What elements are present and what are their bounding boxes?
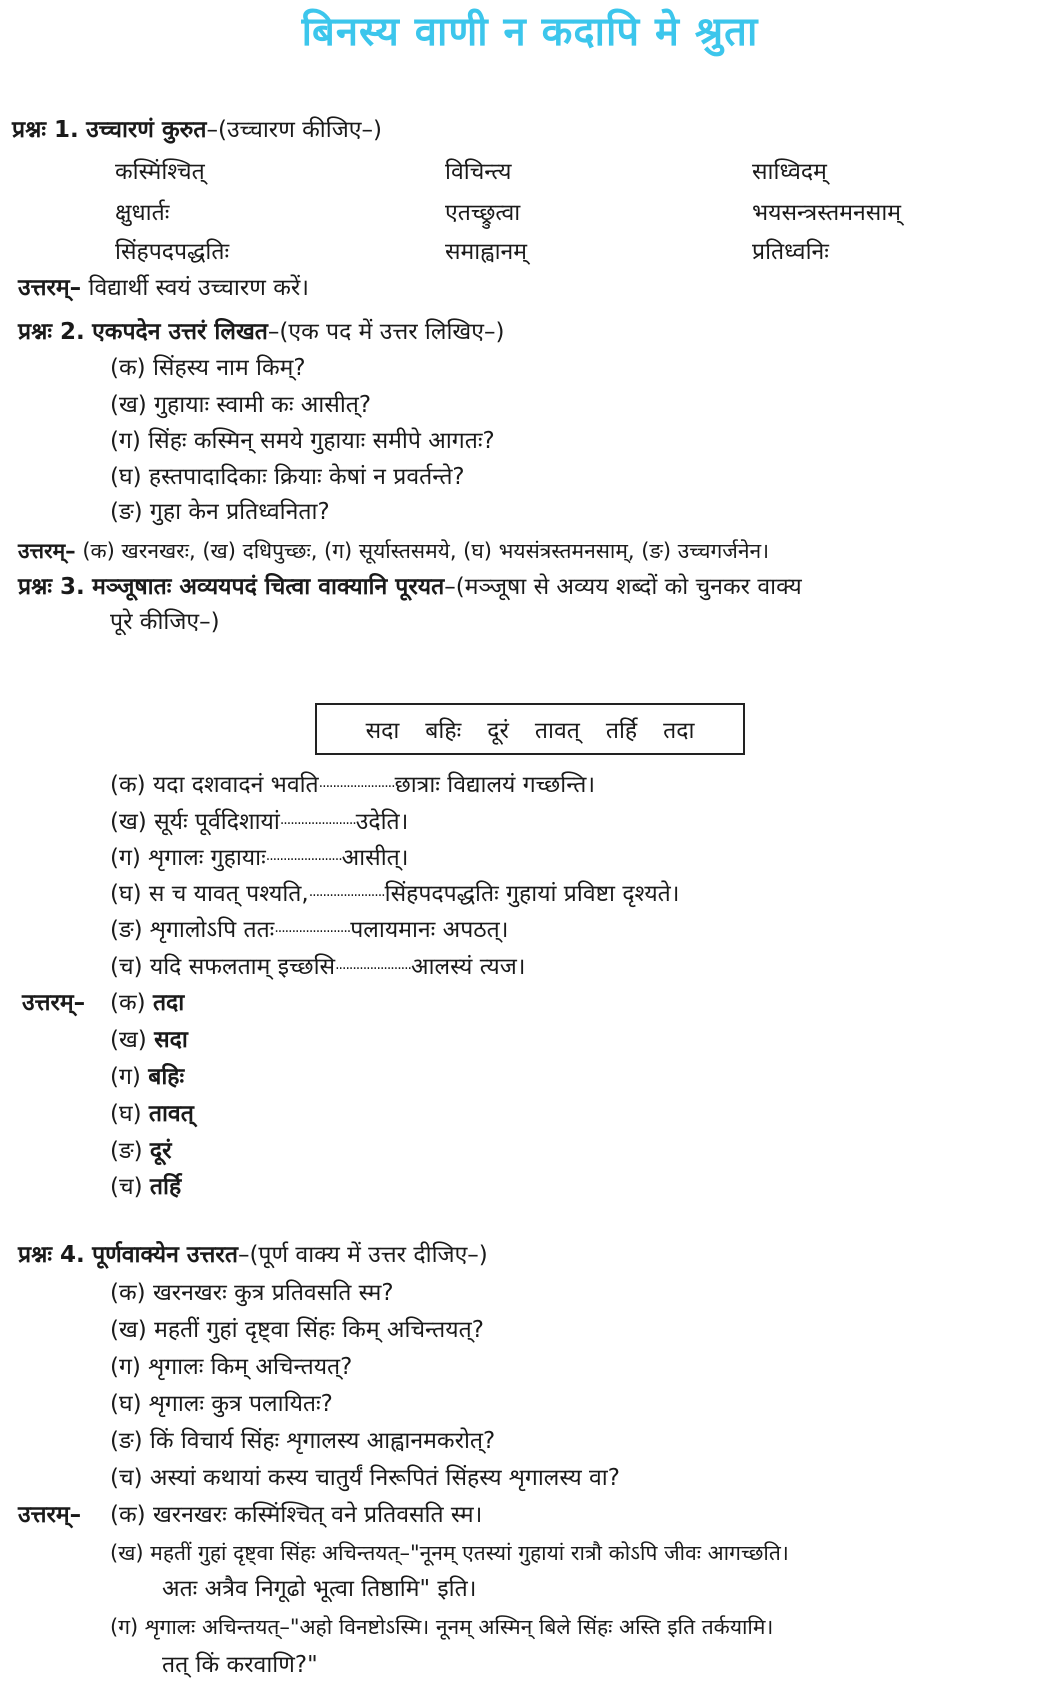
answer-item bbox=[110, 1136, 172, 1166]
answer-item bbox=[110, 1099, 194, 1129]
answer-2 bbox=[18, 536, 769, 566]
item-marker: (ख) bbox=[110, 1027, 147, 1053]
answer-1 bbox=[18, 273, 309, 303]
answer-label: उत्तरम्– bbox=[18, 539, 76, 563]
item-marker: (क) bbox=[110, 355, 146, 381]
question-hint: –(पूर्ण वाक्य में उत्तर दीजिए–) bbox=[237, 1242, 488, 1268]
question-2 bbox=[18, 317, 504, 347]
item-marker: (ग) bbox=[110, 845, 141, 871]
item-text: महतीं गुहां दृष्ट्वा सिंहः किम् अचिन्तयत्? bbox=[154, 1317, 484, 1343]
answer-continued: तत् किं करवाणि?" bbox=[162, 1652, 318, 1678]
fill-blank-item bbox=[110, 950, 526, 982]
answer-text: महतीं गुहां दृष्ट्वा सिंहः अचिन्तयत्–"नूनम् एतस्यां गुहायां रात्रौ कोऽपि जीवः आगच्छति। bbox=[150, 1541, 789, 1565]
item-text: सिंहः कस्मिन् समये गुहायाः समीपे आगतः? bbox=[148, 428, 495, 454]
answer-continued: अतः अत्रैव निगूढो भूत्वा तिष्ठामि" इति। bbox=[162, 1576, 477, 1602]
item-text: शृगालः किम् अचिन्तयत्? bbox=[148, 1354, 353, 1380]
fill-blank-item bbox=[110, 768, 595, 800]
item-text: स च यावत् पश्यति, bbox=[148, 881, 309, 907]
answer-item bbox=[110, 1500, 482, 1530]
box-word: तावत् bbox=[534, 718, 580, 744]
pronounce-word: एतच्छ्रुत्वा bbox=[445, 200, 521, 226]
item-marker: (ख) bbox=[110, 392, 147, 418]
answer-text: दूरं bbox=[149, 1138, 172, 1164]
item-marker: (घ) bbox=[110, 464, 142, 490]
question-heading: उच्चारणं कुरुत bbox=[86, 117, 207, 143]
question-item bbox=[110, 462, 465, 492]
answer-text: तावत् bbox=[148, 1101, 194, 1127]
pronounce-word: भयसन्त्रस्तमनसाम् bbox=[752, 200, 902, 226]
item-text: शृगालः कुत्र पलायितः? bbox=[148, 1391, 333, 1417]
word-box bbox=[315, 703, 745, 755]
item-marker: (क) bbox=[110, 1280, 146, 1306]
fill-blank-item bbox=[110, 805, 408, 837]
question-hint: –(एक पद में उत्तर लिखिए–) bbox=[267, 319, 505, 345]
item-text: अस्यां कथायां कस्य चातुर्यं निरूपितं सिंहस्य शृगालस्य वा? bbox=[149, 1465, 620, 1491]
answer-item bbox=[110, 1062, 184, 1092]
pronounce-word: कस्मिंश्चित् bbox=[115, 159, 205, 185]
item-text: आलस्यं त्यज। bbox=[411, 954, 526, 980]
item-marker: (ग) bbox=[110, 1354, 141, 1380]
item-text: उदेति। bbox=[355, 809, 409, 835]
item-marker: (ख) bbox=[110, 1317, 147, 1343]
fill-blank-item bbox=[110, 877, 679, 909]
question-heading: मञ्जूषातः अव्ययपदं चित्वा वाक्यानि पूरयत bbox=[92, 574, 445, 600]
pronounce-word: क्षुधार्तः bbox=[115, 200, 170, 226]
question-item bbox=[110, 1463, 620, 1493]
question-item bbox=[110, 1278, 394, 1308]
question-3 bbox=[18, 572, 802, 602]
answer-item bbox=[110, 1538, 789, 1568]
item-marker: (क) bbox=[110, 1502, 146, 1528]
answer-text: खरनखरः कस्मिंश्चित् वने प्रतिवसति स्म। bbox=[152, 1502, 483, 1528]
pronounce-word: प्रतिध्वनिः bbox=[752, 239, 829, 265]
item-text: सिंहस्य नाम किम्? bbox=[152, 355, 306, 381]
question-item bbox=[110, 1389, 333, 1419]
answer-item bbox=[110, 1172, 181, 1202]
blank: ...................... bbox=[335, 957, 411, 973]
item-marker: (घ) bbox=[110, 1391, 142, 1417]
item-text: आसीत्। bbox=[341, 845, 409, 871]
question-heading: एकपदेन उत्तरं लिखत bbox=[92, 319, 268, 345]
question-item bbox=[110, 1315, 484, 1345]
item-marker: (घ) bbox=[110, 881, 142, 907]
answer-label: उत्तरम्– bbox=[18, 1502, 82, 1528]
item-text: यदा दशवादनं भवति bbox=[152, 772, 319, 798]
item-text: खरनखरः कुत्र प्रतिवसति स्म? bbox=[152, 1280, 394, 1306]
item-marker: (क) bbox=[110, 772, 146, 798]
blank: ...................... bbox=[308, 884, 385, 900]
answer-item bbox=[110, 988, 184, 1018]
answer-3-label bbox=[22, 988, 85, 1018]
blank: ...................... bbox=[274, 920, 351, 936]
item-marker: (ङ) bbox=[110, 1428, 143, 1454]
answer-text: (क) खरनखरः, (ख) दधिपुच्छः, (ग) सूर्यास्तसमये, (घ) भयसंत्रस्तमनसाम्, (ङ) उच्चगर्जनेन। bbox=[82, 539, 770, 563]
item-text: शृगालः गुहायाः bbox=[148, 845, 266, 871]
item-text: किं विचार्य सिंहः शृगालस्य आह्वानमकरोत्? bbox=[149, 1428, 496, 1454]
item-marker: (घ) bbox=[110, 1101, 142, 1127]
item-text: छात्राः विद्यालयं गच्छन्ति। bbox=[394, 772, 596, 798]
pronounce-word: साध्विदम् bbox=[752, 159, 827, 185]
item-marker: (ग) bbox=[110, 1615, 139, 1639]
question-item bbox=[110, 353, 306, 383]
answer-text: तर्हि bbox=[149, 1174, 182, 1200]
item-text: हस्तपादादिकाः क्रियाः केषां न प्रवर्तन्ते? bbox=[148, 464, 465, 490]
answer-text: शृगालः अचिन्तयत्–"अहो विनष्टोऽस्मि। नूनम् अस्मिन् बिले सिंहः अस्ति इति तर्कयामि। bbox=[144, 1615, 774, 1639]
item-text: शृगालोऽपि ततः bbox=[149, 917, 275, 943]
item-text: यदि सफलताम् इच्छसि bbox=[149, 954, 336, 980]
blank: ...................... bbox=[279, 812, 356, 828]
answer-text: सदा bbox=[154, 1027, 188, 1053]
question-item bbox=[110, 1352, 352, 1382]
answer-text: तदा bbox=[152, 990, 185, 1016]
item-text: गुहा केन प्रतिध्वनिता? bbox=[149, 499, 330, 525]
item-text: सूर्यः पूर्वदिशायां bbox=[154, 809, 280, 835]
box-word: सदा bbox=[365, 718, 400, 744]
pronounce-word: सिंहपदपद्धतिः bbox=[115, 239, 230, 265]
question-item bbox=[110, 426, 495, 456]
question-item bbox=[110, 390, 371, 420]
item-marker: (ङ) bbox=[110, 1138, 143, 1164]
answer-4-label bbox=[18, 1500, 81, 1530]
item-marker: (ग) bbox=[110, 428, 141, 454]
box-word: तर्हि bbox=[605, 718, 638, 744]
pronounce-word: विचिन्त्य bbox=[445, 159, 512, 185]
question-hint: –(मञ्जूषा से अव्यय शब्दों को चुनकर वाक्य bbox=[444, 574, 802, 600]
chapter-title: बिनस्य वाणी न कदापि मे श्रुता bbox=[301, 9, 759, 55]
item-marker: (क) bbox=[110, 990, 146, 1016]
box-word: बहिः bbox=[425, 718, 462, 744]
answer-item bbox=[110, 1025, 188, 1055]
question-item bbox=[110, 497, 330, 527]
blank: ...................... bbox=[265, 848, 342, 864]
question-4 bbox=[18, 1240, 488, 1270]
item-marker: (ग) bbox=[110, 1064, 141, 1090]
answer-label: उत्तरम्– bbox=[18, 275, 82, 301]
question-hint: –(उच्चारण कीजिए–) bbox=[206, 117, 382, 143]
item-marker: (ख) bbox=[110, 1541, 144, 1565]
item-text: पलायमानः अपठत्। bbox=[350, 917, 509, 943]
question-1 bbox=[12, 115, 382, 145]
question-hint-continued: पूरे कीजिए–) bbox=[110, 609, 220, 635]
item-marker: (च) bbox=[110, 954, 143, 980]
fill-blank-item bbox=[110, 913, 508, 945]
answer-item bbox=[110, 1612, 773, 1642]
question-label: प्रश्नः 2. bbox=[18, 319, 85, 345]
fill-blank-item bbox=[110, 841, 409, 873]
question-label: प्रश्नः 1. bbox=[12, 117, 79, 143]
item-marker: (ङ) bbox=[110, 499, 143, 525]
question-item bbox=[110, 1426, 495, 1456]
item-marker: (च) bbox=[110, 1174, 143, 1200]
question-label: प्रश्नः 4. bbox=[18, 1242, 85, 1268]
box-word: तदा bbox=[663, 718, 695, 744]
answer-label: उत्तरम्– bbox=[22, 990, 86, 1016]
answer-text: बहिः bbox=[148, 1064, 185, 1090]
pronounce-word: समाह्वानम् bbox=[445, 239, 528, 265]
box-word: दूरं bbox=[487, 718, 509, 744]
item-text: गुहायाः स्वामी कः आसीत्? bbox=[154, 392, 372, 418]
item-marker: (च) bbox=[110, 1465, 143, 1491]
question-heading: पूर्णवाक्येन उत्तरत bbox=[92, 1242, 238, 1268]
answer-text: विद्यार्थी स्वयं उच्चारण करें। bbox=[88, 275, 309, 301]
question-label: प्रश्नः 3. bbox=[18, 574, 85, 600]
item-marker: (ङ) bbox=[110, 917, 143, 943]
item-text: सिंहपदपद्धतिः गुहायां प्रविष्टा दृश्यते। bbox=[384, 881, 680, 907]
item-marker: (ख) bbox=[110, 809, 147, 835]
blank: ...................... bbox=[318, 775, 395, 791]
